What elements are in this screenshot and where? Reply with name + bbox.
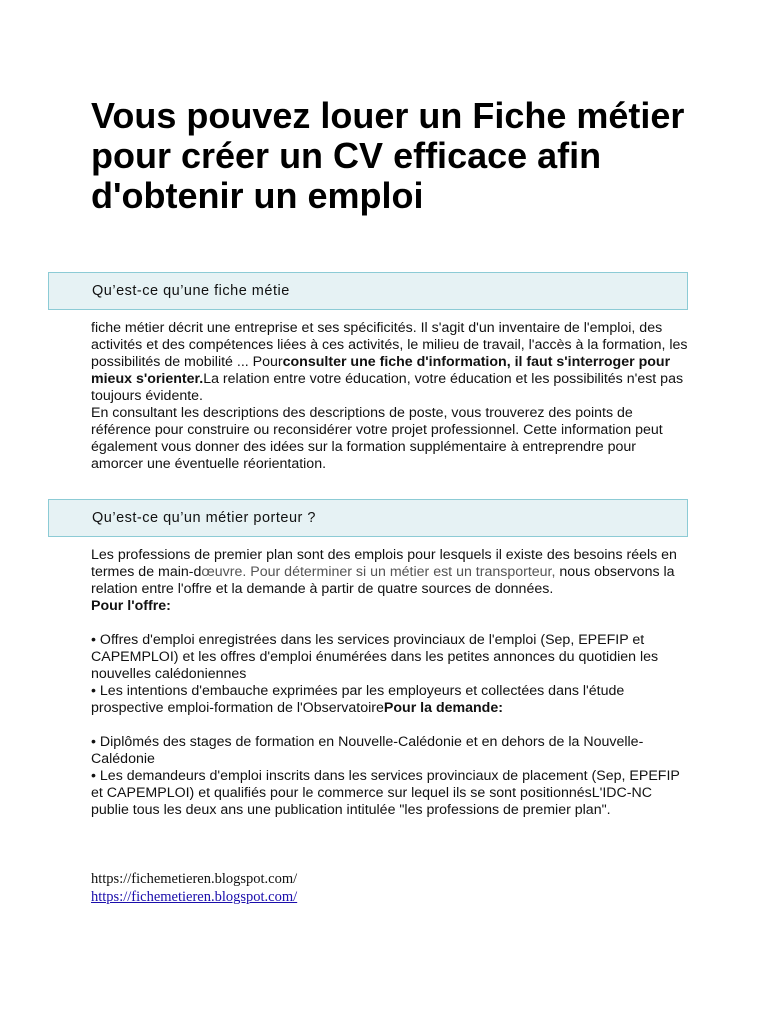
offre-label: Pour l'offre: — [91, 598, 171, 614]
section-heading-metier-porteur: Qu’est-ce qu’un métier porteur ? — [92, 510, 316, 526]
fiche-metier-text-end: La relation entre votre éducation, votre éducation et les possibilités n'est pas toujours évidente. — [91, 371, 684, 404]
section-heading-box-metier-porteur — [48, 499, 688, 537]
section-heading-fiche-metier: Qu’est-ce qu’une fiche métie — [92, 283, 290, 299]
source-links — [91, 870, 297, 906]
metier-porteur-intro-b: nous observons la relation entre l'offre et la demande à partir de quatre sources de données. — [91, 564, 675, 597]
bullet-offres-emploi: • Offres d'emploi enregistrées dans les services provinciaux de l'emploi (Sep, EPEFIP et CAPEMPLOI) et les offres d'emploi énumérées dans les petites annonces du quotidien les nouvelles calédoniennes — [91, 632, 659, 682]
spacer — [91, 615, 691, 632]
section-heading-box-fiche-metier — [48, 272, 688, 310]
metier-porteur-body — [91, 547, 691, 819]
source-url-link[interactable]: https://fichemetieren.blogspot.com/ — [91, 889, 298, 905]
spacer — [91, 717, 691, 734]
source-url-text: https://fichemetieren.blogspot.com/ — [91, 871, 298, 887]
fiche-metier-text-bold: consulter une fiche d'information, il faut s'interroger pour mieux s'orienter. — [91, 354, 671, 387]
fiche-metier-body — [91, 320, 691, 473]
fiche-metier-text-start: fiche métier décrit une entreprise et ses spécificités. Il s'agit d'un inventaire de l'emploi, des activités et des compétences liées à ces activités, le milieu de travail, l'accès à la formation, les possibilités de mobilité ... Pour — [91, 320, 688, 370]
bullet-demandeurs-emploi: • Les demandeurs d'emploi inscrits dans les services provinciaux de placement (Sep, EPEFIP et CAPEMPLOI) et qualifiés pour le commerce sur lequel ils se sont positionnésL'IDC-NC publie tous les deux ans une publication intitulée "les professions de premier plan". — [91, 768, 680, 818]
bullet-diplomes: • Diplômés des stages de formation en Nouvelle-Calédonie et en dehors de la Nouvelle-Calédonie — [91, 734, 644, 767]
fiche-metier-paragraph-2: En consultant les descriptions des descriptions de poste, vous trouverez des points de référence pour construire ou reconsidérer votre projet professionnel. Cette information peut également vous donner des idées sur la formation supplémentaire à entreprendre pour amorcer une éventuelle réorientation. — [91, 405, 663, 472]
page-title: Vous pouvez louer un Fiche métier pour créer un CV efficace afin d'obtenir un emploi — [91, 95, 685, 216]
bullet-intentions-embauche: • Les intentions d'embauche exprimées par les employeurs et collectées dans l'étude prospective emploi-formation de l'Observatoire — [91, 683, 625, 716]
demande-label: Pour la demande: — [383, 700, 503, 716]
metier-porteur-intro-a: Les professions de premier plan sont des emplois pour lesquels il existe des besoins réels en termes de main-d — [91, 547, 677, 580]
metier-porteur-intro-gray: œuvre. Pour déterminer si un métier est un transporteur, — [201, 564, 556, 580]
